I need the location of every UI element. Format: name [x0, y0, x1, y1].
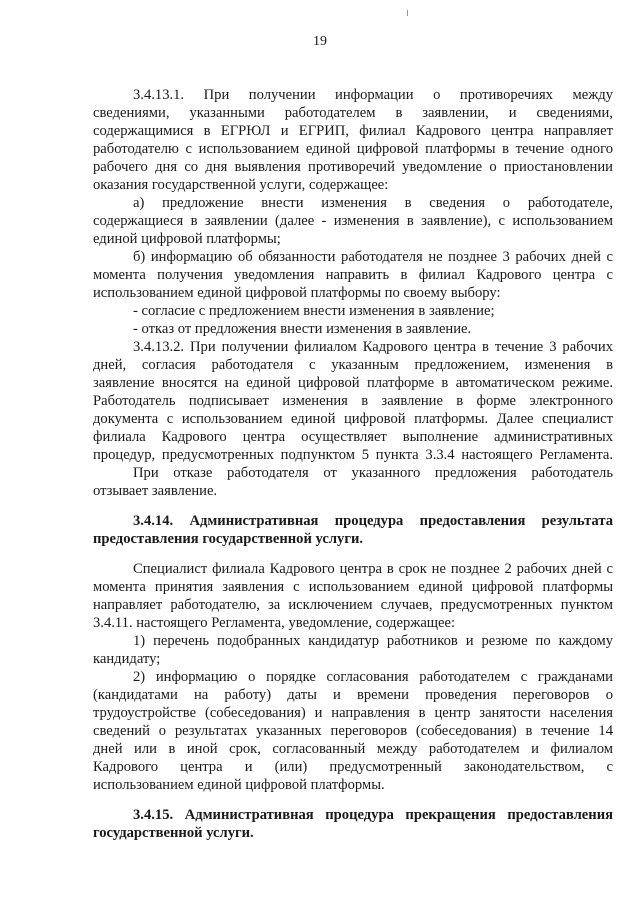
- paragraph-line: заявление вносятся на единой цифровой платформе в автоматическом режиме.: [93, 375, 613, 391]
- paragraph-line: сведений о результатах указанных переговоров (собеседования) в течение 14: [93, 723, 613, 739]
- paragraph-line: 1) перечень подобранных кандидатур работников и резюме по каждому: [133, 633, 613, 649]
- paragraph-line: использованием единой цифровой платформы по своему выбору:: [93, 285, 501, 301]
- paragraph-line: кандидату;: [93, 651, 161, 667]
- section-heading: предоставления государственной услуги.: [93, 531, 364, 547]
- paragraph-line: содержащимися в ЕГРЮЛ и ЕГРИП, филиал Кадрового центра направляет: [93, 123, 613, 139]
- page-number: 19: [313, 34, 327, 49]
- paragraph-line: 3.4.11. настоящего Регламента, уведомление, содержащее:: [93, 615, 456, 631]
- paragraph-line: содержащиеся в заявлении (далее - изменения в заявление), с использованием: [93, 213, 613, 229]
- paragraph-line: 2) информацию о порядке согласования работодателем с гражданами: [133, 669, 613, 685]
- scan-mark: [407, 10, 408, 16]
- paragraph-line: момента получения уведомления направить в филиал Кадрового центра с: [93, 267, 613, 283]
- section-heading: государственной услуги.: [93, 825, 254, 841]
- paragraph-line: единой цифровой платформы;: [93, 231, 281, 247]
- list-item: - отказ от предложения внести изменения в заявление.: [133, 321, 472, 337]
- section-heading: 3.4.15. Административная процедура прекращения предоставления: [133, 807, 613, 823]
- paragraph-line: б) информацию об обязанности работодателя не позднее 3 рабочих дней с: [133, 249, 613, 265]
- paragraph-line: трудоустройстве (собеседования) и направления в центр занятости населения: [93, 705, 613, 721]
- paragraph-line: Кадрового центра и (или) предусмотренный законодательством, с: [93, 759, 613, 775]
- paragraph-line: 3.4.13.2. При получении филиалом Кадрового центра в течение 3 рабочих: [133, 339, 613, 355]
- paragraph-line: работодателю с использованием единой цифровой платформы в течение одного: [93, 141, 613, 157]
- paragraph-line: отзывает заявление.: [93, 483, 218, 499]
- paragraph-line: дней или в иной срок, согласованный между работодателем и филиалом: [93, 741, 613, 757]
- paragraph-line: дней, согласия работодателя с указанным предложением, изменения в: [93, 357, 613, 373]
- paragraph-line: направляет работодателю, за исключением случаев, предусмотренных пунктом: [93, 597, 613, 613]
- paragraph-line: Работодатель подписывает изменения в заявление в форме электронного: [93, 393, 613, 409]
- paragraph-line: рабочего дня со дня выявления противоречий уведомление о приостановлении: [93, 159, 613, 175]
- section-heading: 3.4.14. Административная процедура предоставления результата: [133, 513, 613, 529]
- paragraph-line: использованием единой цифровой платформы.: [93, 777, 385, 793]
- paragraph-line: При отказе работодателя от указанного предложения работодатель: [133, 465, 613, 481]
- paragraph-line: сведениями, указанными работодателем в заявлении, и сведениями,: [93, 105, 613, 121]
- paragraph-line: документа с использованием единой цифровой платформы. Далее специалист: [93, 411, 613, 427]
- paragraph-line: оказания государственной услуги, содержащее:: [93, 177, 389, 193]
- paragraph-line: а) предложение внести изменения в сведения о работодателе,: [133, 195, 613, 211]
- paragraph-line: филиала Кадрового центра осуществляет выполнение административных: [93, 429, 613, 445]
- paragraph-line: Специалист филиала Кадрового центра в срок не позднее 2 рабочих дней с: [133, 561, 613, 577]
- paragraph-line: процедур, предусмотренных подпунктом 5 пункта 3.3.4 настоящего Регламента.: [93, 447, 613, 463]
- paragraph-line: (кандидатами на работу) даты и времени проведения переговоров о: [93, 687, 613, 703]
- paragraph-line: момента принятия заявления с использованием единой цифровой платформы: [93, 579, 613, 595]
- paragraph-line: 3.4.13.1. При получении информации о противоречиях между: [133, 87, 613, 103]
- list-item: - согласие с предложением внести изменения в заявление;: [133, 303, 495, 319]
